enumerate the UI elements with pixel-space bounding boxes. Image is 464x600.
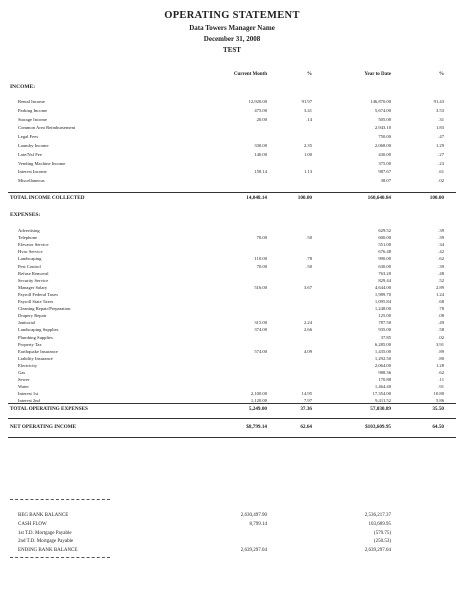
expense-line-ytd: 676.48: [378, 249, 391, 255]
expense-line-pct2: .49: [438, 320, 444, 326]
expense-line-row: [0, 320, 464, 327]
income-line-ytd: 430.00: [378, 151, 391, 157]
income-line-pct2: .02: [438, 178, 444, 184]
net-income-pct1: 62.64: [300, 424, 312, 430]
expense-line-pct2: 1.28: [435, 362, 444, 368]
expenses-total-divider: [8, 403, 456, 404]
expense-line-label: Interest 2nd: [18, 398, 40, 404]
income-section-label: INCOME:: [10, 84, 36, 90]
income-line-pct2: 3.53: [435, 107, 444, 113]
expense-line-row: [0, 335, 464, 342]
income-line-ytd: 375.00: [378, 160, 391, 166]
income-line-ytd: 505.00: [378, 116, 391, 122]
expense-line-pct2: .52: [438, 277, 444, 283]
expense-line-label: Property Tax: [18, 341, 42, 347]
income-line-cm: 12,920.00: [248, 99, 267, 104]
manager-name: Data Towers Manager Name: [189, 24, 275, 32]
income-line-ytd: 2,068.00: [374, 143, 391, 148]
expense-line-cm: 70.00: [256, 263, 267, 269]
expense-line-label: Gas: [18, 370, 26, 375]
expense-line-ytd: 1,464.40: [374, 384, 391, 390]
expense-line-label: Pest Control: [18, 263, 41, 269]
expense-line-row: [0, 313, 464, 320]
income-line-pct1: 91.97: [301, 99, 312, 104]
bank-cm: 2,639,297.04: [240, 548, 267, 554]
expense-line-row: [0, 342, 464, 349]
expense-line-pct2: .58: [438, 327, 444, 333]
expense-line-row: [0, 249, 464, 256]
income-total-cm: 14,048.14: [246, 195, 267, 201]
expense-line-row: [0, 256, 464, 263]
expense-line-row: [0, 391, 464, 398]
income-line-pct2: .27: [438, 151, 444, 157]
income-line-label: Vending Machine Income: [18, 160, 66, 166]
expense-line-row: [0, 299, 464, 306]
expense-line-pct1: 7.97: [303, 398, 312, 404]
expense-line-ytd: 551.00: [378, 242, 391, 248]
income-line-pct2: .47: [438, 134, 444, 140]
expense-line-cm: 374.00: [254, 327, 267, 333]
expense-line-pct1: 4.09: [303, 348, 312, 354]
expense-line-pct2: 5.86: [435, 398, 444, 404]
expense-line-pct2: 10.80: [433, 391, 444, 397]
expense-line-row: [0, 356, 464, 363]
income-total-pct1: 100.00: [297, 195, 312, 201]
income-line-label: Late/Nsf Fee: [18, 151, 42, 157]
bank-cm: 8,799.14: [249, 521, 267, 527]
income-line-ytd: 38.07: [380, 178, 391, 184]
expense-line-pct1: .50: [306, 235, 312, 241]
expense-line-ytd: 17,354.00: [372, 391, 391, 397]
income-line-ytd: 2,943.10: [374, 125, 391, 131]
bank-ytd: 2,639,297.04: [364, 548, 391, 554]
expense-line-pct2: .42: [438, 249, 444, 255]
expense-line-ytd: 829.44: [378, 277, 391, 283]
expense-line-label: Cleaning Repair/Preparation: [18, 306, 71, 312]
income-line-ytd: 146,870.00: [370, 99, 391, 104]
income-line-cm: 475.00: [254, 107, 267, 113]
expense-line-row: [0, 327, 464, 334]
expense-line-ytd: 600.00: [378, 235, 391, 241]
income-line-row: [0, 152, 464, 159]
income-line-row: [0, 125, 464, 132]
expense-line-label: Drapery Repair: [18, 313, 47, 319]
expense-line-label: Janitorial: [18, 320, 36, 326]
expense-line-ytd: 1,435.00: [374, 348, 391, 354]
income-line-ytd: 750.00: [378, 134, 391, 140]
col-header-ytd: Year to Date: [364, 72, 391, 77]
bank-ytd: (579.75): [373, 530, 391, 536]
income-line-pct2: 91.43: [433, 99, 444, 104]
expense-line-label: Advertising: [18, 228, 40, 233]
expense-line-pct2: .08: [438, 313, 444, 319]
expense-line-ytd: 988.36: [378, 370, 391, 375]
expense-line-cm: 110.00: [254, 256, 267, 262]
expense-line-label: Landscaping: [18, 256, 42, 262]
income-line-cm: 140.00: [254, 151, 267, 157]
expense-line-ytd: 787.50: [378, 320, 391, 326]
expense-line-pct2: .89: [438, 348, 444, 354]
expense-line-row: [0, 292, 464, 299]
income-line-pct1: 3.41: [303, 107, 312, 113]
income-total-divider: [8, 192, 456, 193]
bank-ytd: (250.53): [373, 539, 391, 545]
expense-line-ytd: 1,248.00: [374, 306, 391, 312]
expense-line-ytd: 990.00: [378, 256, 391, 262]
income-total-pct2: 100.00: [429, 195, 444, 201]
net-income-pct2: 64.50: [432, 424, 444, 430]
expense-line-pct1: 3.67: [303, 284, 312, 290]
expense-line-pct2: .39: [438, 263, 444, 269]
expense-line-pct2: 3.91: [435, 341, 444, 347]
expense-line-label: Telephone: [18, 235, 38, 241]
expense-line-ytd: 1,989.70: [374, 291, 391, 297]
expense-line-row: [0, 384, 464, 391]
expense-line-cm: 70.00: [256, 235, 267, 241]
statement-date: December 31, 2008: [203, 35, 261, 43]
expense-line-pct2: .11: [438, 377, 444, 383]
bank-bottom-dash: [10, 557, 110, 558]
expense-line-row: [0, 377, 464, 384]
expense-line-pct2: .78: [438, 306, 444, 312]
net-income-label: NET OPERATING INCOME: [10, 424, 77, 430]
income-line-pct1: .14: [306, 116, 312, 122]
bank-label: 2nd T.D. Mortgage Payable: [18, 539, 74, 545]
income-line-pct1: 1.00: [303, 151, 312, 157]
expenses-total-pct1: 37.36: [300, 406, 312, 412]
expense-line-pct1: 2.24: [303, 320, 312, 326]
expense-line-cm: 315.00: [254, 320, 267, 326]
bank-cm: 2,630,497.90: [240, 513, 267, 518]
expense-line-pct1: .50: [306, 263, 312, 269]
expense-line-row: [0, 264, 464, 271]
income-line-row: [0, 169, 464, 176]
expense-line-ytd: 935.00: [378, 327, 391, 333]
income-line-pct2: 1.83: [435, 125, 444, 131]
expense-line-row: [0, 242, 464, 249]
expense-line-pct1: .78: [306, 256, 312, 262]
expense-line-pct2: 2.89: [435, 284, 444, 290]
expense-line-ytd: 9,411.52: [375, 398, 391, 404]
expense-line-pct2: .34: [438, 242, 444, 248]
expense-line-row: [0, 370, 464, 377]
income-line-pct2: .23: [438, 160, 444, 166]
income-line-label: Miscellaneous: [18, 178, 45, 184]
expense-line-label: Payroll Federal Taxes: [18, 291, 58, 297]
expense-line-pct2: .39: [438, 228, 444, 233]
expense-line-cm: 516.00: [254, 284, 267, 290]
income-line-row: [0, 108, 464, 115]
net-bottom-divider: [8, 437, 456, 438]
income-line-label: Rental Income: [18, 99, 45, 104]
expense-line-row: [0, 363, 464, 370]
expense-line-row: [0, 398, 464, 405]
income-line-row: [0, 134, 464, 141]
income-line-label: Interest Income: [18, 169, 47, 175]
expense-line-cm: 1,120.00: [250, 398, 267, 404]
income-line-label: Legal Fees: [18, 134, 39, 140]
expense-line-ytd: 1,292.50: [374, 355, 391, 361]
expense-line-ytd: 125.00: [378, 313, 391, 319]
expenses-section-label: EXPENSES:: [10, 212, 41, 218]
expense-line-label: Sewer: [18, 377, 30, 383]
income-line-label: Laundry Income: [18, 143, 49, 148]
expense-line-ytd: 2,064.00: [374, 362, 391, 368]
income-line-label: Parking Income: [18, 107, 48, 113]
income-line-cm: 20.00: [256, 116, 267, 122]
expense-line-row: [0, 278, 464, 285]
expense-line-pct2: 1.24: [435, 291, 444, 297]
income-total-label: TOTAL INCOME COLLECTED: [10, 195, 85, 201]
col-header-pct2: %: [439, 72, 444, 77]
expense-line-ytd: 6,285.00: [374, 341, 391, 347]
expense-line-ytd: 629.52: [378, 228, 391, 233]
income-line-pct2: .61: [438, 169, 444, 175]
net-divider: [8, 418, 456, 419]
expenses-total-cm: 5,249.00: [248, 406, 267, 412]
expense-line-pct2: .02: [438, 334, 444, 340]
income-line-ytd: 5,674.00: [374, 107, 391, 113]
expense-line-ytd: 37.85: [380, 334, 391, 340]
expenses-total-ytd: 57,030.89: [370, 406, 391, 412]
statement-subtitle: TEST: [223, 46, 241, 54]
income-line-label: Common Area Reimbursement: [18, 125, 76, 131]
income-line-pct2: 1.29: [435, 143, 444, 148]
expense-line-label: Security Service: [18, 277, 49, 283]
col-header-pct1: %: [307, 72, 312, 77]
income-line-label: Storage Income: [18, 116, 47, 122]
bank-label: CASH FLOW: [18, 521, 47, 527]
bank-top-dash: [10, 499, 110, 500]
expense-line-label: Electricity: [18, 362, 38, 368]
expense-line-cm: 2,100.00: [250, 391, 267, 397]
expense-line-label: Plumbing Supplies: [18, 334, 53, 340]
expense-line-pct1: 14.95: [301, 391, 312, 397]
income-line-row: [0, 161, 464, 168]
income-line-pct1: 1.13: [303, 169, 312, 175]
income-line-row: [0, 143, 464, 150]
expense-line-label: Water: [18, 384, 29, 390]
expense-line-row: [0, 228, 464, 235]
expense-line-ytd: 1,095.84: [374, 299, 391, 304]
col-header-current-month: Current Month: [233, 72, 267, 77]
expense-line-label: Manager Salary: [18, 284, 48, 290]
expense-line-label: Refuse Removal: [18, 270, 49, 276]
expense-line-label: Liability Insurance: [18, 355, 53, 361]
income-total-ytd: 160,640.84: [367, 195, 391, 201]
expense-line-label: Earthquake Insurance: [18, 348, 58, 354]
income-line-pct2: .31: [438, 116, 444, 122]
expense-line-label: Elevator Service: [18, 242, 49, 248]
income-line-pct1: 2.35: [303, 143, 312, 148]
bank-label: 1st T.D. Mortgage Payable: [18, 530, 72, 536]
expense-line-row: [0, 285, 464, 292]
expense-line-pct2: .80: [438, 355, 444, 361]
expense-line-ytd: 763.20: [378, 270, 391, 276]
bank-label: ENDING BANK BALANCE: [18, 548, 78, 554]
income-line-ytd: 987.67: [378, 169, 391, 175]
expense-line-label: Landscaping Supplies: [18, 327, 59, 333]
expense-line-label: Payroll State Taxes: [18, 299, 54, 304]
expense-line-pct2: .62: [438, 370, 444, 375]
expense-line-pct1: 2.66: [303, 327, 312, 333]
bank-label: BEG BANK BALANCE: [18, 513, 69, 518]
expense-line-label: Interest 1st: [18, 391, 39, 397]
expense-line-ytd: 4,644.00: [374, 284, 391, 290]
expense-line-row: [0, 306, 464, 313]
expense-line-cm: 574.00: [254, 348, 267, 354]
expense-line-pct2: .62: [438, 256, 444, 262]
expense-line-pct2: .91: [438, 384, 444, 390]
net-income-cm: $8,799.14: [246, 424, 267, 430]
net-income-ytd: $103,609.95: [365, 424, 391, 430]
expense-line-pct2: .39: [438, 235, 444, 241]
expense-line-pct2: .48: [438, 270, 444, 276]
expense-line-row: [0, 349, 464, 356]
expense-line-ytd: 170.88: [378, 377, 391, 383]
expense-line-pct2: .68: [438, 299, 444, 304]
statement-title: OPERATING STATEMENT: [164, 10, 300, 21]
bank-ytd: 103,609.95: [368, 521, 391, 527]
income-line-row: [0, 99, 464, 106]
income-line-row: [0, 178, 464, 185]
bank-ytd: 2,536,217.37: [364, 513, 391, 518]
expenses-total-label: TOTAL OPERATING EXPENSES: [10, 406, 88, 412]
expense-line-row: [0, 235, 464, 242]
expenses-total-pct2: 35.50: [432, 406, 444, 412]
expense-line-label: Hvac Service: [18, 249, 43, 255]
expense-line-ytd: 630.00: [378, 263, 391, 269]
income-line-row: [0, 117, 464, 124]
expense-line-row: [0, 271, 464, 278]
income-line-cm: 158.14: [254, 169, 267, 175]
income-line-cm: 330.00: [254, 143, 267, 148]
